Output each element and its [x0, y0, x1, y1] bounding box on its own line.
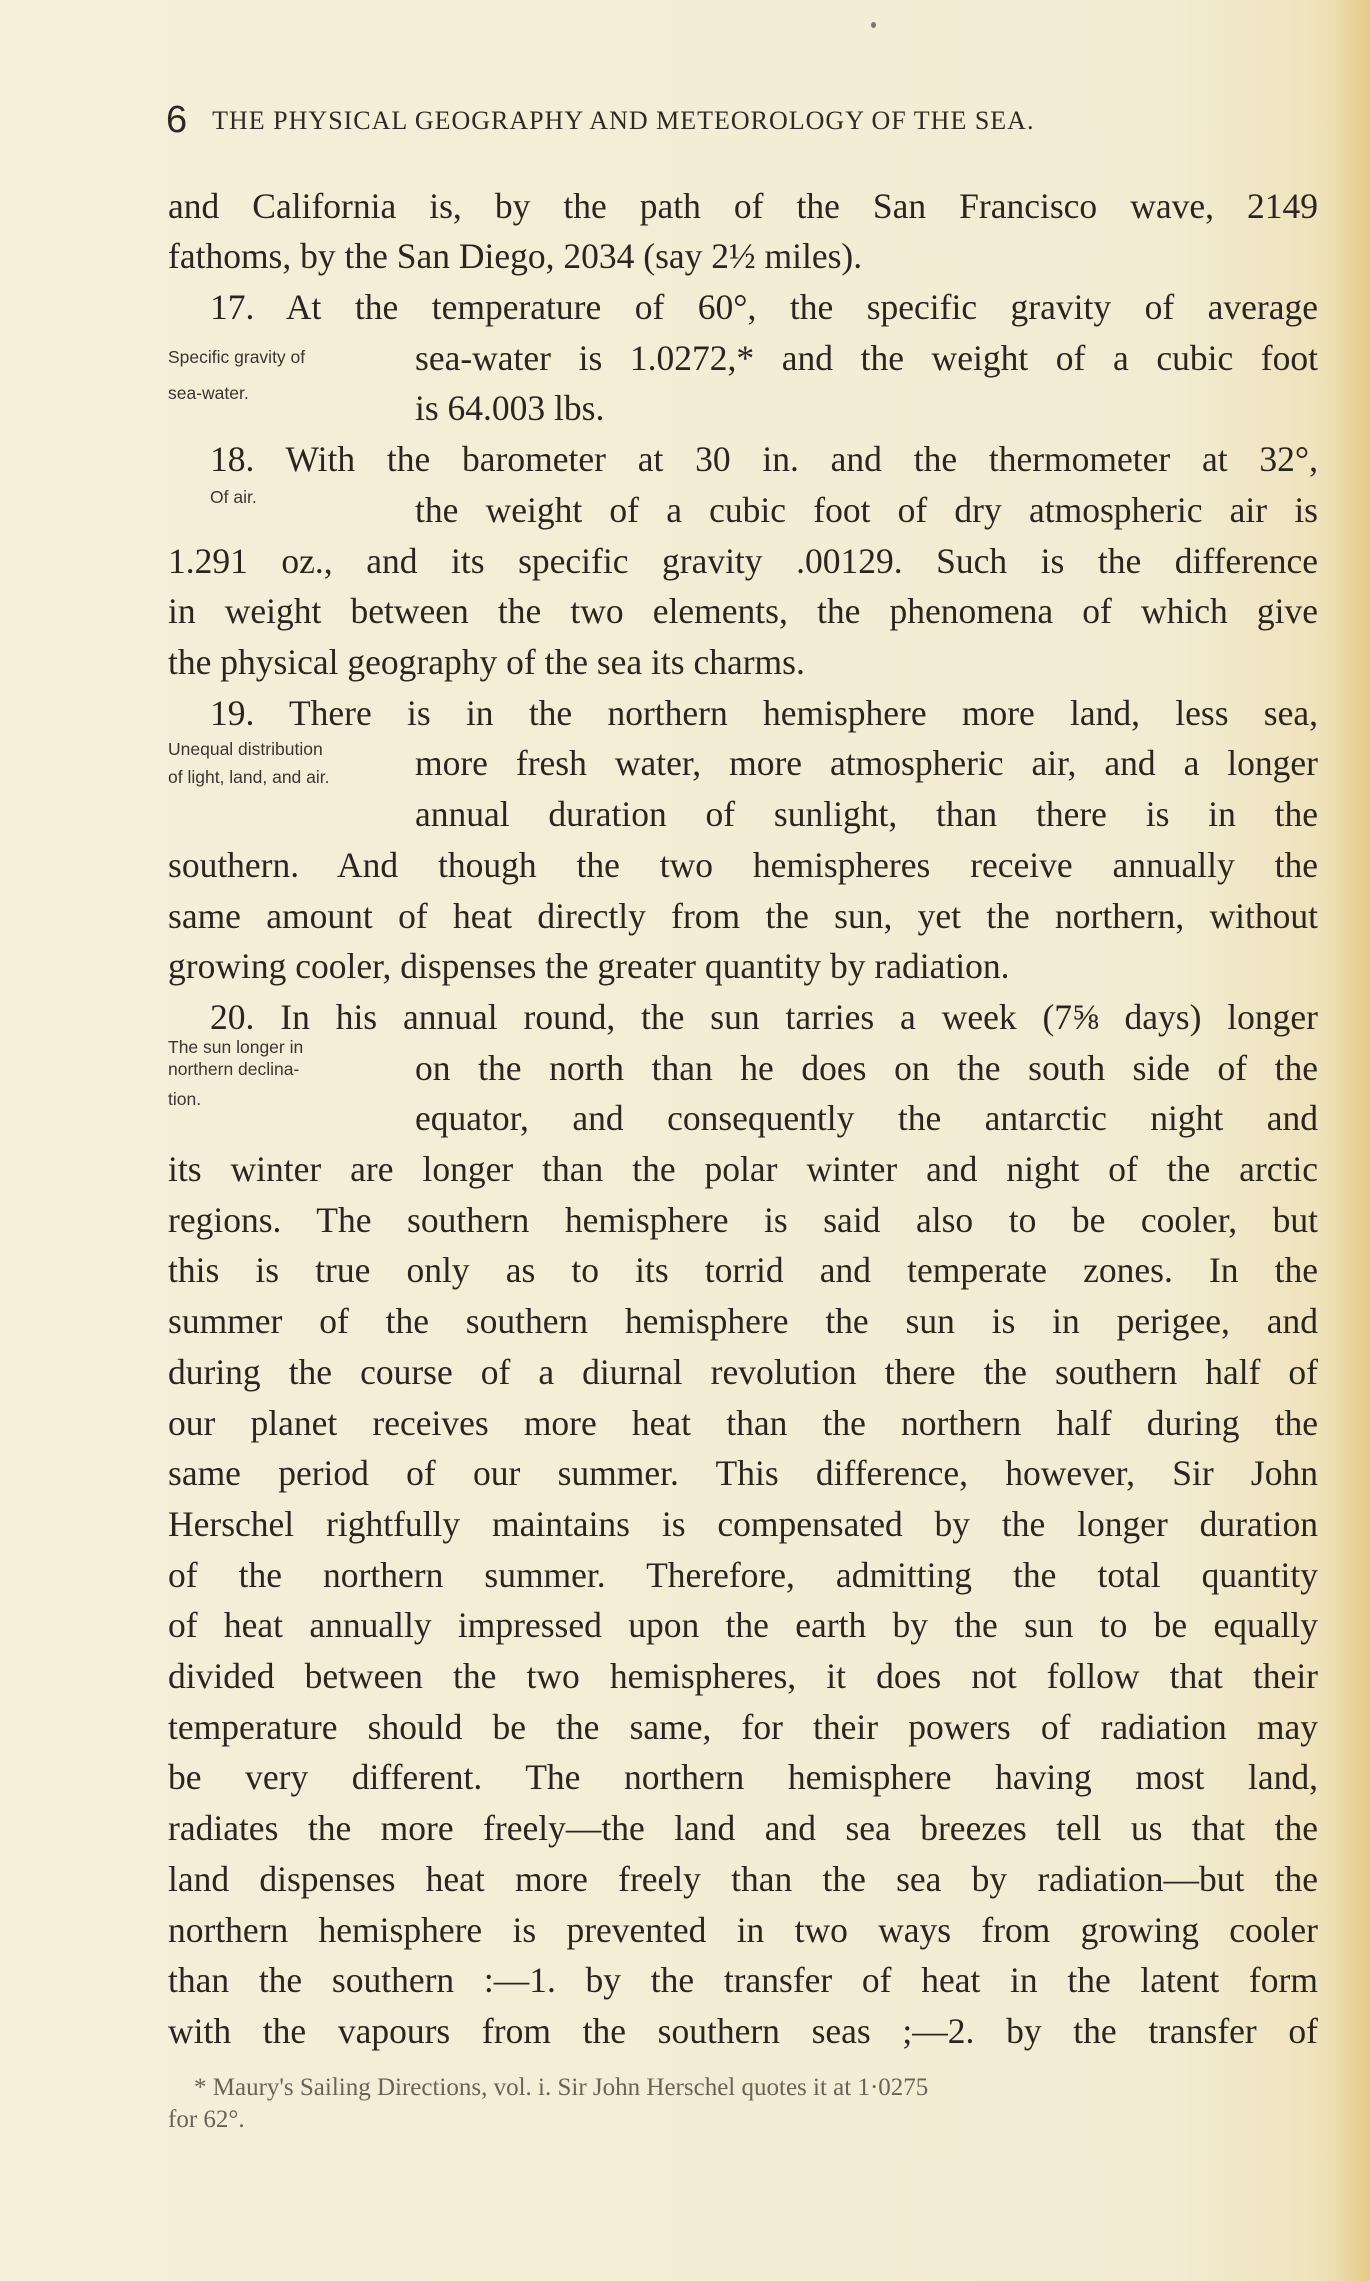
- text-line: 1.291 oz., and its specific gravity .00129. Such is the difference: [168, 541, 1318, 581]
- sidenote-specific-gravity: Specific gravity of: [168, 347, 306, 367]
- page-number: 6: [166, 99, 189, 141]
- text-line: northern hemisphere is prevented in two ways from growing cooler: [168, 1910, 1318, 1950]
- text-line: annual duration of sunlight, than there is in the: [415, 794, 1318, 834]
- text-line: in weight between the two elements, the phenomena of which give: [168, 591, 1318, 631]
- running-header: [166, 96, 1226, 139]
- text-line: southern. And though the two hemispheres receive annually the: [168, 845, 1318, 885]
- text-line: of the northern summer. Therefore, admitting the total quantity: [168, 1555, 1318, 1595]
- sidenote-sun-longer: northern declina-: [168, 1059, 300, 1079]
- text-line: be very different. The northern hemisphere having most land,: [168, 1757, 1318, 1797]
- text-line: same period of our summer. This difference, however, Sir John: [168, 1453, 1318, 1493]
- text-line: divided between the two hemispheres, it does not follow that their: [168, 1656, 1318, 1696]
- paragraph-18-start: 18. With the barometer at 30 in. and the thermometer at 32°,: [210, 439, 1318, 479]
- text-line: more fresh water, more atmospheric air, and a longer: [415, 743, 1318, 783]
- text-line: land dispenses heat more freely than the sea by radiation—but the: [168, 1859, 1318, 1899]
- text-line: same amount of heat directly from the sun, yet the northern, without: [168, 896, 1318, 936]
- text-line: with the vapours from the southern seas ;—2. by the transfer of: [168, 2011, 1318, 2051]
- text-line: equator, and consequently the antarctic night and: [415, 1098, 1318, 1138]
- sidenote-sun-longer: tion.: [168, 1089, 202, 1109]
- paragraph-17-start: 17. At the temperature of 60°, the specific gravity of average: [210, 287, 1318, 327]
- running-title: THE PHYSICAL GEOGRAPHY AND METEOROLOGY OF THE SEA.: [212, 106, 1035, 135]
- text-line: regions. The southern hemisphere is said also to be cooler, but: [168, 1200, 1318, 1240]
- text-line: sea-water is 1.0272,* and the weight of a cubic foot: [415, 338, 1318, 378]
- footnote-line: * Maury's Sailing Directions, vol. i. Sir John Herschel quotes it at 1·0275: [194, 2074, 929, 2101]
- sidenote-sun-longer: The sun longer in: [168, 1037, 304, 1057]
- text-line: growing cooler, dispenses the greater quantity by radiation.: [168, 946, 1010, 986]
- paragraph-19-start: 19. There is in the northern hemisphere more land, less sea,: [210, 693, 1318, 733]
- text-line: the physical geography of the sea its charms.: [168, 642, 805, 682]
- text-line: summer of the southern hemisphere the sun is in perigee, and: [168, 1301, 1318, 1341]
- text-line: and California is, by the path of the San Francisco wave, 2149: [168, 186, 1318, 226]
- text-line: our planet receives more heat than the northern half during the: [168, 1403, 1318, 1443]
- sidenote-unequal-distribution: of light, land, and air.: [168, 767, 330, 787]
- text-line: on the north than he does on the south side of the: [415, 1048, 1318, 1088]
- text-line: the weight of a cubic foot of dry atmospheric air is: [415, 490, 1318, 530]
- ink-speck: [871, 22, 876, 28]
- sidenote-unequal-distribution: Unequal distribution: [168, 739, 323, 759]
- sidenote-of-air: Of air.: [210, 487, 257, 507]
- text-line: than the southern :—1. by the transfer of heat in the latent form: [168, 1960, 1318, 2000]
- paragraph-20-start: 20. In his annual round, the sun tarries a week (7⅝ days) longer: [210, 997, 1318, 1037]
- text-line: Herschel rightfully maintains is compensated by the longer duration: [168, 1504, 1318, 1544]
- text-line: radiates the more freely—the land and sea breezes tell us that the: [168, 1808, 1318, 1848]
- page-edge-shading: [1336, 0, 1370, 2281]
- text-line: of heat annually impressed upon the earth by the sun to be equally: [168, 1605, 1318, 1645]
- footnote-line: for 62°.: [168, 2106, 245, 2133]
- text-line: fathoms, by the San Diego, 2034 (say 2½ miles).: [168, 236, 863, 276]
- text-line: this is true only as to its torrid and temperate zones. In the: [168, 1250, 1318, 1290]
- text-line: during the course of a diurnal revolution there the southern half of: [168, 1352, 1318, 1392]
- text-line: its winter are longer than the polar winter and night of the arctic: [168, 1149, 1318, 1189]
- text-line: temperature should be the same, for their powers of radiation may: [168, 1707, 1318, 1747]
- sidenote-specific-gravity: sea-water.: [168, 383, 249, 403]
- text-line: is 64.003 lbs.: [415, 388, 605, 428]
